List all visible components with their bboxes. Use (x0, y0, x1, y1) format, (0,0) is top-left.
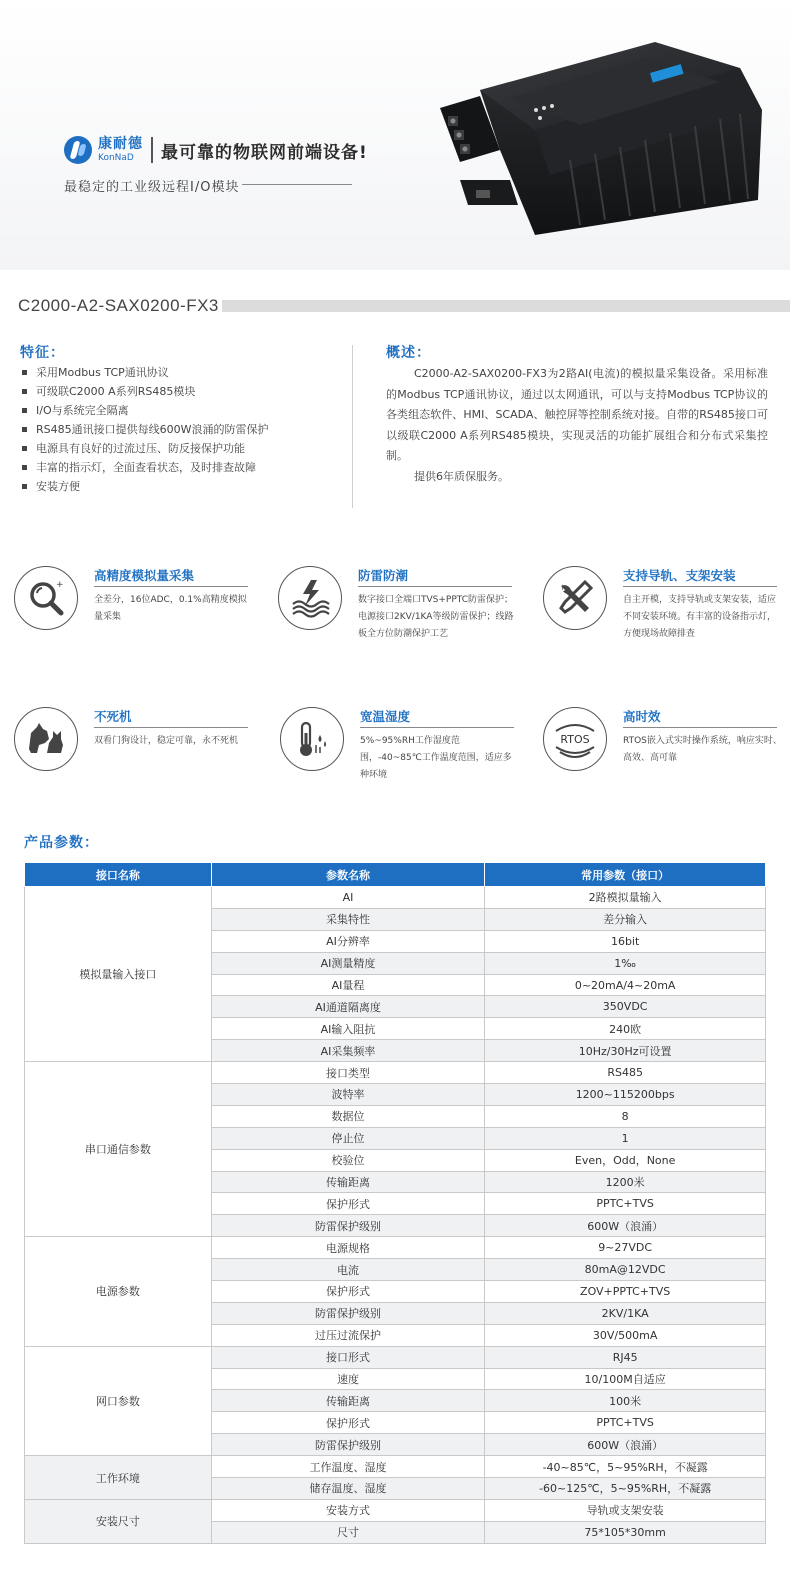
param-name-cell: AI通道隔离度 (211, 996, 485, 1018)
param-name-cell: 防雷保护级别 (211, 1215, 485, 1237)
param-name-cell: AI (211, 887, 485, 909)
feature-title: 不死机 (94, 709, 132, 724)
param-value-cell: 1200米 (485, 1171, 766, 1193)
param-value-cell: 10Hz/30Hz可设置 (485, 1040, 766, 1062)
param-name-cell: 传输距离 (211, 1171, 485, 1193)
list-item: 安装方便 (22, 477, 269, 496)
overview-paragraph: C2000-A2-SAX0200-FX3为2路AI(电流)的模拟量采集设备。采用标准的Modbus TCP通讯协议，通过以太网通讯，可以与支持Modbus TCP协议的各类组态软件、HMI、SCADA、触控屏等控制系统对接。自带的RS485接口可以级联C2000 A系列RS485模块，实现灵活的功能扩展组合和分布式采集控制。 (386, 367, 768, 462)
overview-text (386, 364, 768, 487)
group-name-cell: 工作环境 (25, 1456, 212, 1500)
feature-title: 支持导轨、支架安装 (623, 568, 736, 583)
param-name-cell: 防雷保护级别 (211, 1302, 485, 1324)
param-name-cell: 电流 (211, 1259, 485, 1281)
feature-desc: 双看门狗设计，稳定可靠，永不死机 (94, 736, 239, 746)
param-value-cell: PPTC+TVS (485, 1412, 766, 1434)
overview-title: 概述： (386, 345, 431, 361)
list-item: 采用Modbus TCP通讯协议 (22, 363, 269, 382)
model-number: C2000-A2-SAX0200-FX3 (18, 296, 219, 315)
feature-block (280, 707, 530, 787)
section-divider (352, 345, 353, 508)
group-name-cell: 安装尺寸 (25, 1499, 212, 1543)
brand (64, 136, 368, 164)
param-value-cell: 240欧 (485, 1018, 766, 1040)
param-value-cell: Even，Odd，None (485, 1149, 766, 1171)
magnifier-icon (14, 566, 78, 630)
param-value-cell: 1 (485, 1127, 766, 1149)
param-name-cell: 停止位 (211, 1127, 485, 1149)
param-value-cell: 2路模拟量输入 (485, 887, 766, 909)
param-value-cell: 600W（浪涌） (485, 1434, 766, 1456)
bullet-icon (22, 446, 27, 451)
param-name-cell: 工作温度、湿度 (211, 1456, 485, 1478)
param-value-cell: -40~85℃，5~95%RH，不凝露 (485, 1456, 766, 1478)
features-list (22, 363, 269, 496)
column-header: 接口名称 (25, 863, 212, 887)
params-title: 产品参数： (24, 835, 99, 851)
param-name-cell: 安装方式 (211, 1499, 485, 1521)
param-value-cell: RS485 (485, 1062, 766, 1084)
feature-desc: 自主开模，支持导轨或支架安装，适应不同安装环境。有丰富的设备指示灯，方便现场故障排查 (623, 595, 777, 639)
bullet-icon (22, 427, 27, 432)
sub-slogan: 最稳定的工业级远程I/O模块 (64, 180, 240, 195)
slogan: 最可靠的物联网前端设备! (161, 142, 368, 163)
feature-desc: RTOS嵌入式实时操作系统，响应实时、高效、高可靠 (623, 736, 782, 763)
list-item: RS485通讯接口提供每线600W浪涌的防雷保护 (22, 420, 269, 439)
bullet-icon (22, 370, 27, 375)
table-row (25, 1346, 766, 1368)
bullet-icon (22, 389, 27, 394)
feature-block (14, 707, 264, 787)
model-bar (222, 300, 790, 312)
param-name-cell: 接口形式 (211, 1346, 485, 1368)
feature-title: 防雷防潮 (358, 568, 409, 583)
param-value-cell: 10/100M自适应 (485, 1368, 766, 1390)
param-name-cell: AI采集频率 (211, 1040, 485, 1062)
param-name-cell: 采集特性 (211, 908, 485, 930)
list-item: 丰富的指示灯，全面查看状态，及时排查故障 (22, 458, 269, 477)
param-name-cell: 尺寸 (211, 1521, 485, 1543)
param-name-cell: 过压过流保护 (211, 1324, 485, 1346)
param-value-cell: ZOV+PPTC+TVS (485, 1281, 766, 1303)
feature-title: 高时效 (623, 709, 661, 724)
group-name-cell: 串口通信参数 (25, 1062, 212, 1237)
brand-separator (151, 137, 153, 163)
tools-icon (543, 566, 607, 630)
param-name-cell: 保护形式 (211, 1193, 485, 1215)
feature-block (278, 566, 528, 646)
param-value-cell: PPTC+TVS (485, 1193, 766, 1215)
param-name-cell: 校验位 (211, 1149, 485, 1171)
thermometer-icon (280, 707, 344, 771)
column-header: 参数名称 (211, 863, 485, 887)
feature-block (14, 566, 264, 646)
param-value-cell: 100米 (485, 1390, 766, 1412)
param-value-cell: 600W（浪涌） (485, 1215, 766, 1237)
param-name-cell: AI输入阻抗 (211, 1018, 485, 1040)
param-name-cell: 接口类型 (211, 1062, 485, 1084)
param-value-cell: 1200~115200bps (485, 1084, 766, 1106)
param-name-cell: 速度 (211, 1368, 485, 1390)
param-value-cell: 差分输入 (485, 908, 766, 930)
params-table-body (25, 887, 766, 1544)
param-name-cell: AI量程 (211, 974, 485, 996)
table-row (25, 1237, 766, 1259)
table-row (25, 887, 766, 909)
device-image (440, 30, 770, 255)
param-name-cell: 电源规格 (211, 1237, 485, 1259)
param-value-cell: -60~125℃，5~95%RH，不凝露 (485, 1478, 766, 1500)
param-value-cell: 75*105*30mm (485, 1521, 766, 1543)
table-row (25, 1499, 766, 1521)
param-value-cell: 2KV/1KA (485, 1302, 766, 1324)
table-row (25, 1456, 766, 1478)
group-name-cell: 网口参数 (25, 1346, 212, 1455)
features-title: 特征： (20, 345, 65, 361)
param-name-cell: 保护形式 (211, 1281, 485, 1303)
list-item: I/O与系统完全隔离 (22, 401, 269, 420)
feature-desc: 全差分，16位ADC，0.1%高精度模拟量采集 (94, 595, 247, 622)
param-name-cell: 防雷保护级别 (211, 1434, 485, 1456)
feature-desc: 5%~95%RH工作湿度范围，-40~85℃工作温度范围，适应多种环境 (360, 736, 512, 780)
feature-block (543, 707, 790, 787)
feature-desc: 数字接口全端口TVS+PPTC防雷保护；电源接口2KV/1KA等级防雷保护；线路板全方位防潮保护工艺 (358, 595, 514, 639)
param-name-cell: 保护形式 (211, 1412, 485, 1434)
param-name-cell: 储存温度、湿度 (211, 1478, 485, 1500)
param-name-cell: 数据位 (211, 1105, 485, 1127)
lightning-wave-icon (278, 566, 342, 630)
group-name-cell: 电源参数 (25, 1237, 212, 1346)
rtos-label: RTOS (560, 733, 590, 746)
sub-slogan-line (242, 184, 352, 185)
bullet-icon (22, 408, 27, 413)
param-value-cell: 16bit (485, 930, 766, 952)
bullet-icon (22, 484, 27, 489)
dog-cat-icon (14, 707, 78, 771)
brand-name-en: KonNaD (98, 153, 134, 163)
group-name-cell: 模拟量输入接口 (25, 887, 212, 1062)
param-name-cell: 波特率 (211, 1084, 485, 1106)
overview-paragraph: 提供6年质保服务。 (414, 469, 509, 483)
param-value-cell: 30V/500mA (485, 1324, 766, 1346)
params-table (24, 862, 766, 1544)
svg-text:+: + (56, 580, 64, 590)
param-value-cell: 0~20mA/4~20mA (485, 974, 766, 996)
feature-block (543, 566, 790, 646)
param-value-cell: 1‰ (485, 952, 766, 974)
param-value-cell: 350VDC (485, 996, 766, 1018)
feature-title: 宽温湿度 (360, 709, 411, 724)
param-name-cell: 传输距离 (211, 1390, 485, 1412)
brand-name-cn: 康耐德 (98, 136, 143, 152)
list-item: 可级联C2000 A系列RS485模块 (22, 382, 269, 401)
param-name-cell: AI测量精度 (211, 952, 485, 974)
param-value-cell: RJ45 (485, 1346, 766, 1368)
param-name-cell: AI分辨率 (211, 930, 485, 952)
column-header: 常用参数（接口） (485, 863, 766, 887)
table-header-row (25, 863, 766, 887)
param-value-cell: 8 (485, 1105, 766, 1127)
list-item: 电源具有良好的过流过压、防反接保护功能 (22, 439, 269, 458)
param-value-cell: 导轨或支架安装 (485, 1499, 766, 1521)
header-banner (0, 0, 790, 270)
bullet-icon (22, 465, 27, 470)
feature-title: 高精度模拟量采集 (94, 568, 195, 583)
param-value-cell: 9~27VDC (485, 1237, 766, 1259)
param-value-cell: 80mA@12VDC (485, 1259, 766, 1281)
brand-logo-icon (64, 136, 92, 164)
table-row (25, 1062, 766, 1084)
rtos-icon (543, 707, 607, 771)
